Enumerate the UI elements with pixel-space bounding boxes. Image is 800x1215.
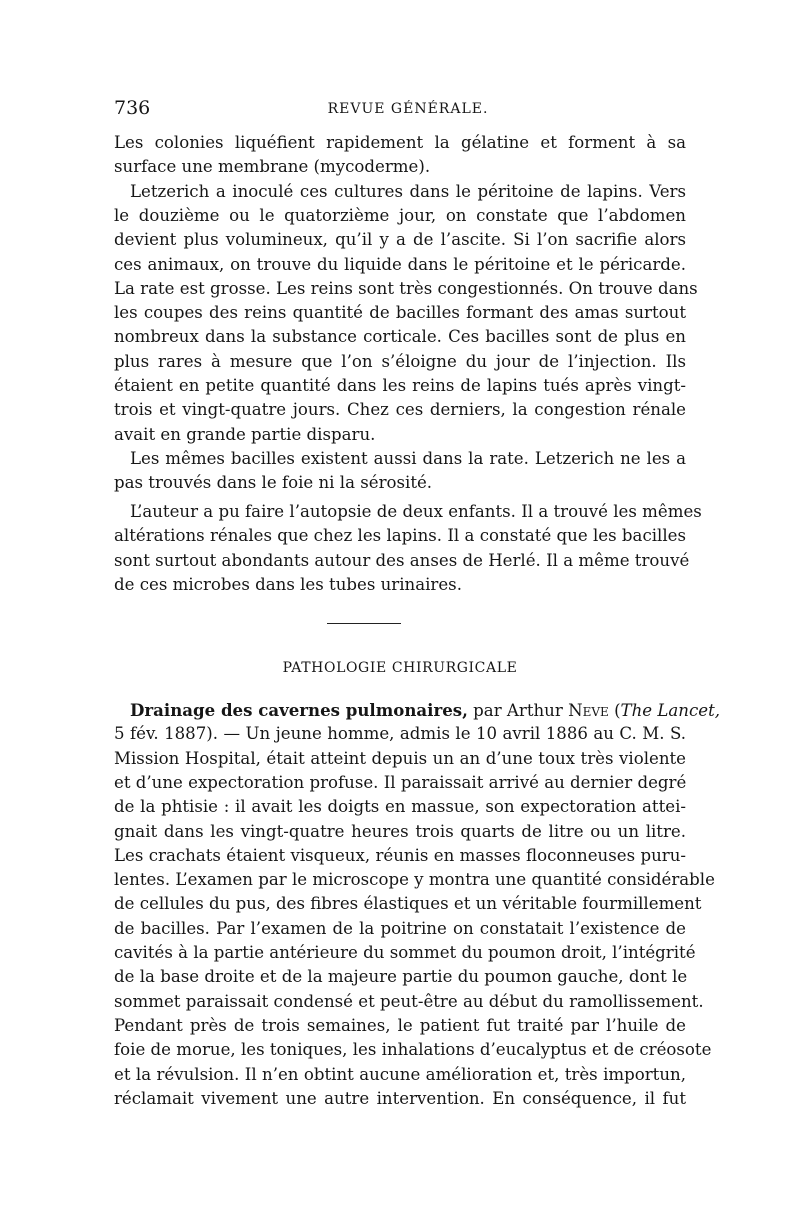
page-number: 736 xyxy=(114,97,151,119)
journal-name: The Lancet, xyxy=(620,701,721,720)
text-line: Les crachats étaient visqueux, réunis en masses floconneuses puru- xyxy=(114,845,686,865)
text-line: 5 fév. 1887). — Un jeune homme, admis le 10 avril 1886 au C. M. S. xyxy=(114,724,686,744)
journal-title: REVUE GÉNÉRALE. xyxy=(327,101,489,117)
text-line: pas trouvés dans le foie ni la sérosité. xyxy=(114,473,433,493)
author-name: Neve xyxy=(568,701,609,720)
text-line: de cellules du pus, des fibres élastiques et un véritable fourmillement xyxy=(114,894,702,914)
text-line: sommet paraissait condensé et peut-être au début du ramollissement. xyxy=(114,991,704,1011)
text-line: gnait dans les vingt-quatre heures trois quarts de litre ou un litre. xyxy=(114,821,686,841)
text-line: Letzerich a inoculé ces cultures dans le péritoine de lapins. Vers xyxy=(130,181,686,201)
text-line: Pendant près de trois semaines, le patient fut traité par l’huile de xyxy=(114,1015,686,1035)
article-first-line xyxy=(114,698,721,722)
text-line: réclamait vivement une autre intervention. En conséquence, il fut xyxy=(114,1088,686,1108)
text-line: cavités à la partie antérieure du sommet du poumon droit, l’intégrité xyxy=(114,943,696,962)
text-line: de la base droite et de la majeure partie du poumon gauche, dont le xyxy=(114,967,688,987)
text-line: étaient en petite quantité dans les reins de lapins tués après vingt- xyxy=(114,376,686,395)
text-line: Les mêmes bacilles existent aussi dans la rate. Letzerich ne les a xyxy=(130,448,686,468)
byline-paren: ( xyxy=(608,701,621,720)
section-divider xyxy=(327,623,401,624)
text-line: ces animaux, on trouve du liquide dans le péritoine et le péricarde. xyxy=(114,254,686,274)
text-line: de ces microbes dans les tubes urinaires. xyxy=(114,574,462,594)
text-line: les coupes des reins quantité de bacilles formant des amas surtout xyxy=(114,303,686,323)
article-title: Drainage des cavernes pulmonaires, xyxy=(130,700,468,720)
text-line: sont surtout abondants autour des anses de Herlé. Il a même trouvé xyxy=(114,550,690,570)
text-line: le douzième ou le quatorzième jour, on constate que l’abdomen xyxy=(114,205,686,225)
text-line: et la révulsion. Il n’en obtint aucune amélioration et, très importun, xyxy=(114,1064,686,1084)
text-line: altérations rénales que chez les lapins. Il a constaté que les bacilles xyxy=(114,526,686,546)
text-line: de bacilles. Par l’examen de la poitrine on constatait l’existence de xyxy=(114,918,686,938)
text-line: Mission Hospital, était atteint depuis un an d’une toux très violente xyxy=(114,748,686,768)
text-line: L’auteur a pu faire l’autopsie de deux enfants. Il a trouvé les mêmes xyxy=(130,502,702,521)
text-line: lentes. L’examen par le microscope y montra une quantité considérable xyxy=(114,870,715,890)
text-line: de la phtisie : il avait les doigts en massue, son expectoration attei- xyxy=(114,797,686,817)
running-head xyxy=(114,97,686,123)
text-line: La rate est grosse. Les reins sont très congestionnés. On trouve dans xyxy=(114,278,698,298)
text-line: Les colonies liquéfient rapidement la gélatine et forment à sa xyxy=(114,133,686,152)
text-line: foie de morue, les toniques, les inhalations d’eucalyptus et de créosote xyxy=(114,1040,712,1060)
text-line: trois et vingt-quatre jours. Chez ces derniers, la congestion rénale xyxy=(114,400,686,420)
text-line: nombreux dans la substance corticale. Ces bacilles sont de plus en xyxy=(114,327,686,347)
text-line: devient plus volumineux, qu’il y a de l’ascite. Si l’on sacrifie alors xyxy=(114,230,686,250)
text-line: surface une membrane (mycoderme). xyxy=(114,157,431,177)
text-line: plus rares à mesure que l’on s’éloigne du jour de l’injection. Ils xyxy=(114,351,686,371)
byline-text: par Arthur xyxy=(467,701,569,720)
text-line: et d’une expectoration profuse. Il paraissait arrivé au dernier degré xyxy=(114,772,687,792)
section-title: PATHOLOGIE CHIRURGICALE xyxy=(282,660,518,676)
text-line: avait en grande partie disparu. xyxy=(114,424,376,444)
